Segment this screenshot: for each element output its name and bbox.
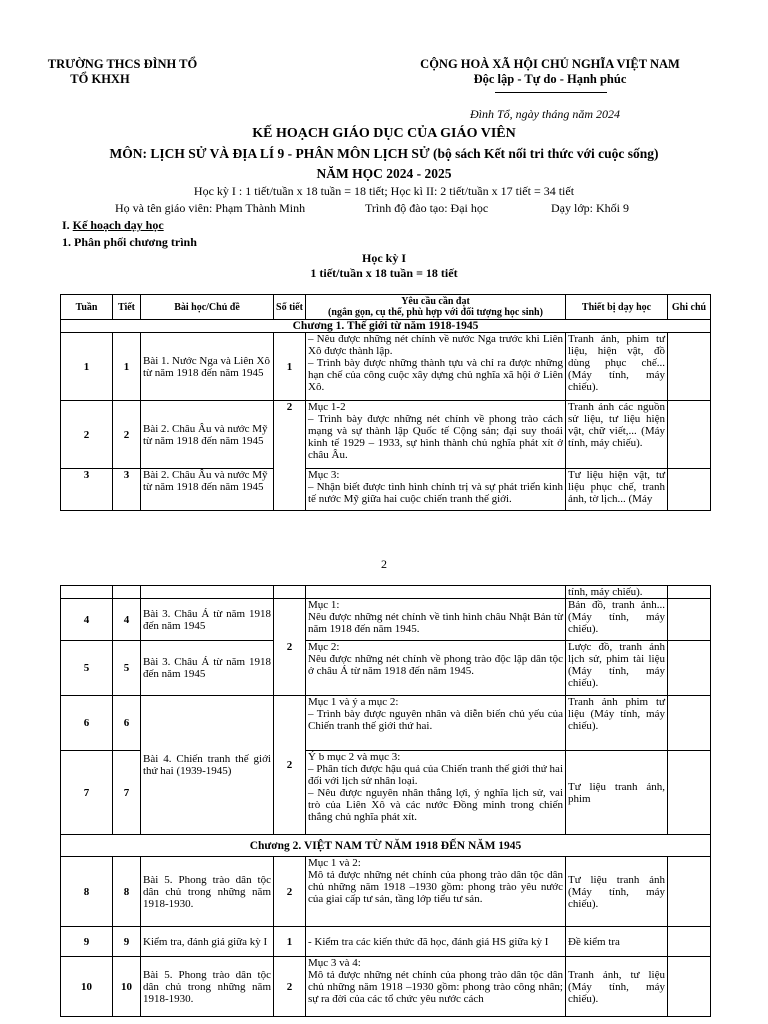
cell-lesson: Bài 3. Châu Á từ năm 1918 đến năm 1945: [141, 641, 274, 696]
cell-count: 1: [274, 333, 306, 401]
section-heading: [62, 218, 164, 233]
cell-lesson: Bài 5. Phong trào dân tộc dân chủ trong những năm 1918-1930.: [141, 857, 274, 927]
table-row: [61, 599, 711, 641]
cell-period: 6: [113, 696, 141, 751]
cell-count: 2: [274, 401, 306, 511]
cell-lesson: Bài 5. Phong trào dân tộc dân chủ trong những năm 1918-1930.: [141, 957, 274, 1017]
cell-note: [668, 696, 711, 751]
cell-note: [668, 586, 711, 599]
cell-week: 9: [61, 927, 113, 957]
table-row: [61, 927, 711, 957]
date-line: Đình Tổ, ngày tháng năm 2024: [470, 107, 620, 121]
req-subtitle: (ngắn gọn, cụ thể, phù hợp với đối tượng học sinh): [328, 307, 543, 318]
cell-requirements: Mục 3 và 4: Mô tả được những nét chính của phong trào dân tộc dân chủ những năm 1918 –1930 gồm: phong trào công nhân; sự ra đời của các tổ chức yêu nước cách: [306, 957, 566, 1017]
col-week: Tuần: [61, 295, 113, 320]
cell-equipment: Đề kiểm tra: [566, 927, 668, 957]
cell-period: 10: [113, 957, 141, 1017]
schedule-line: Học kỳ I : 1 tiết/tuần x 18 tuần = 18 tiết; Học kì II: 2 tiết/tuần x 17 tiết = 34 tiết: [193, 184, 575, 198]
cell-equipment: Tranh ảnh các nguồn sử liệu, tư liệu hiện vật, chữ viết,... (Máy tính, máy chiếu).: [566, 401, 668, 469]
col-equipment: Thiết bị dạy học: [566, 295, 668, 320]
page-number: 2: [381, 557, 387, 571]
cell-equipment: Tranh ảnh, phim tư liệu, hiện vật, đồ dùng phục chế... (Máy tính, máy chiếu).: [566, 333, 668, 401]
cell-requirements: – Nêu được những nét chính về nước Nga trước khi Liên Xô được thành lập. – Trình bày được những thành tựu và chỉ ra được những hạn chế của công cuộc xây dựng chủ nghĩa xã hội ở Liên Xô.: [306, 333, 566, 401]
cell-period: [113, 586, 141, 599]
table-row: [61, 401, 711, 469]
cell-week: [61, 586, 113, 599]
cell-week: 3: [61, 469, 113, 511]
cell-period: 5: [113, 641, 141, 696]
cell-count: 2: [274, 857, 306, 927]
doc-year: NĂM HỌC 2024 - 2025: [316, 166, 452, 181]
table-header-row: [61, 295, 711, 320]
cell-requirements: Mục 1-2 – Trình bày được những nét chính về phong trào cách mạng và sự thành lập Quốc tế Cộng sản; đại suy thoái kinh tế 1929 – 1933, sự hình thành chủ nghĩa phát xít ở châu Âu.: [306, 401, 566, 469]
table-row: [61, 957, 711, 1017]
chapter-title: Chương 2. VIỆT NAM TỪ NĂM 1918 ĐẾN NĂM 1945: [61, 835, 711, 857]
cell-lesson: Bài 4. Chiến tranh thế giới thứ hai (1939-1945): [141, 696, 274, 835]
cell-requirements: Mục 1 và 2: Mô tả được những nét chính của phong trào dân tộc dân chủ những năm 1918 –1930 gồm: phong trào yêu nước của giai cấp tư sản, tầng lớp tiểu tư sản.: [306, 857, 566, 927]
cell-week: 10: [61, 957, 113, 1017]
school-name: TRƯỜNG THCS ĐÌNH TỔ: [47, 57, 198, 71]
semester-title: Học kỳ I: [361, 251, 406, 265]
cell-week: 2: [61, 401, 113, 469]
section-number: I.: [62, 218, 73, 232]
cell-requirements: Mục 1 và ý a mục 2: – Trình bày được nguyên nhân và diễn biến chủ yếu của Chiến tranh thế giới thứ hai.: [306, 696, 566, 751]
table-row: [61, 469, 711, 511]
cell-requirements: Ý b mục 2 và mục 3: – Phân tích được hậu quả của Chiến tranh thế giới thứ hai đối với lịch sử nhân loại. – Nêu được nguyên nhân thắng lợi, ý nghĩa lịch sử, vai trò của Liên Xô và các nước Đồng minh trong chiến thắng chủ nghĩa phát xít.: [306, 751, 566, 835]
teacher-name: Họ và tên giáo viên: Phạm Thành Minh: [115, 201, 306, 215]
republic-name: CỘNG HOÀ XÃ HỘI CHỦ NGHĨA VIỆT NAM: [420, 57, 680, 71]
cell-lesson: Bài 2. Châu Âu và nước Mỹ từ năm 1918 đến năm 1945: [141, 401, 274, 469]
col-requirements: [306, 295, 566, 320]
cell-note: [668, 333, 711, 401]
cell-note: [668, 957, 711, 1017]
table-row: [61, 857, 711, 927]
req-title: Yêu cầu cần đạt: [401, 296, 470, 307]
cell-equipment: Tư liệu hiện vật, tư liệu phục chế, tranh ảnh, tờ lịch... (Máy: [566, 469, 668, 511]
col-note: Ghi chú: [668, 295, 711, 320]
table-row: [61, 696, 711, 751]
cell-week: 4: [61, 599, 113, 641]
cell-requirements: Mục 1: Nêu được những nét chính về tình hình châu Nhật Bản từ năm 1918 đến năm 1945.: [306, 599, 566, 641]
plan-table-page2: [60, 585, 711, 1017]
motto-underline: [495, 92, 607, 93]
cell-week: 5: [61, 641, 113, 696]
cell-requirements: - Kiểm tra các kiến thức đã học, đánh giá HS giữa kỳ I: [306, 927, 566, 957]
cell-lesson: Bài 3. Châu Á từ năm 1918 đến năm 1945: [141, 599, 274, 641]
col-lesson: Bài học/Chủ đề: [141, 295, 274, 320]
cell-period: 3: [113, 469, 141, 511]
table-row: [61, 641, 711, 696]
cell-note: [668, 599, 711, 641]
cell-week: 7: [61, 751, 113, 835]
col-count: Số tiết: [274, 295, 306, 320]
cell-note: [668, 751, 711, 835]
table-row: [61, 333, 711, 401]
cell-note: [668, 401, 711, 469]
cell-requirements: [306, 586, 566, 599]
cell-equipment: Tư liệu tranh ảnh, phim: [566, 751, 668, 835]
cell-week: 6: [61, 696, 113, 751]
col-period: Tiết: [113, 295, 141, 320]
motto: Độc lập - Tự do - Hạnh phúc: [473, 72, 627, 86]
cell-week: 1: [61, 333, 113, 401]
cell-week: 8: [61, 857, 113, 927]
cell-note: [668, 641, 711, 696]
cell-equipment: Tư liệu tranh ảnh (Máy tính, máy chiếu).: [566, 857, 668, 927]
cell-lesson: Bài 1. Nước Nga và Liên Xô từ năm 1918 đến năm 1945: [141, 333, 274, 401]
cell-lesson: Bài 2. Châu Âu và nước Mỹ từ năm 1918 đến năm 1945: [141, 469, 274, 511]
cell-lesson: Kiểm tra, đánh giá giữa kỳ I: [141, 927, 274, 957]
doc-subject: MÔN: LỊCH SỬ VÀ ĐỊA LÍ 9 - PHÂN MÔN LỊCH SỬ (bộ sách Kết nối tri thức với cuộc sống): [109, 146, 659, 161]
cell-requirements: Mục 2: Nêu được những nét chính về phong trào độc lập dân tộc ở châu Á từ năm 1918 đến năm 1945.: [306, 641, 566, 696]
cell-period: 7: [113, 751, 141, 835]
cell-note: [668, 927, 711, 957]
cell-note: [668, 857, 711, 927]
plan-table-page1: [60, 294, 711, 511]
cell-count: 2: [274, 599, 306, 696]
semester-detail: 1 tiết/tuần x 18 tuần = 18 tiết: [310, 266, 458, 280]
teacher-degree: Trình độ đào tạo: Đại học: [365, 201, 489, 215]
cell-period: 4: [113, 599, 141, 641]
chapter-title: Chương 1. Thế giới từ năm 1918-1945: [61, 320, 711, 333]
cell-period: 1: [113, 333, 141, 401]
cell-period: 9: [113, 927, 141, 957]
doc-title: KẾ HOẠCH GIÁO DỤC CỦA GIÁO VIÊN: [252, 126, 516, 141]
cell-equipment: Tranh ảnh, tư liệu (Máy tính, máy chiếu).: [566, 957, 668, 1017]
cell-equipment: tính, máy chiếu).: [566, 586, 668, 599]
cell-period: 8: [113, 857, 141, 927]
cell-count: [274, 586, 306, 599]
group-name: TỔ KHXH: [70, 72, 130, 86]
cell-equipment: Bản đồ, tranh ảnh... (Máy tính, máy chiếu).: [566, 599, 668, 641]
cell-equipment: Tranh ảnh phim tư liệu (Máy tính, máy chiếu).: [566, 696, 668, 751]
cell-equipment: Lược đồ, tranh ảnh lịch sử, phim tài liệu (Máy tính, máy chiếu).: [566, 641, 668, 696]
section-title: Kế hoạch dạy học: [72, 218, 164, 232]
cell-note: [668, 469, 711, 511]
table-row: [61, 586, 711, 599]
teacher-class: Dạy lớp: Khối 9: [551, 201, 630, 215]
cell-count: 2: [274, 957, 306, 1017]
cell-period: 2: [113, 401, 141, 469]
cell-requirements: Mục 3: – Nhận biết được tình hình chính trị và sự phát triển kinh tế nước Mỹ giữa hai cuộc chiến tranh thế giới.: [306, 469, 566, 511]
subsection-heading: 1. Phân phối chương trình: [62, 235, 197, 249]
cell-lesson: [141, 586, 274, 599]
cell-count: 2: [274, 696, 306, 835]
cell-count: 1: [274, 927, 306, 957]
